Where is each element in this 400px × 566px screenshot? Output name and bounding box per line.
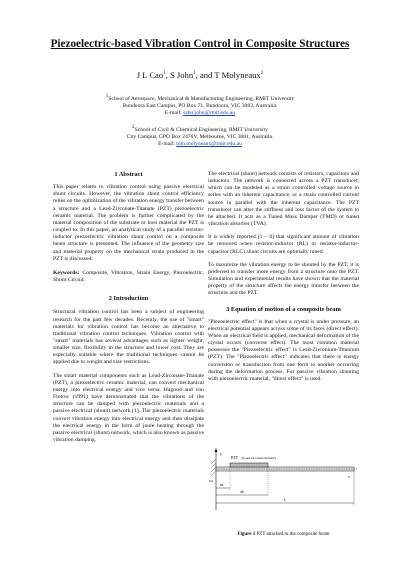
introduction-heading: 2 Introduction: [108, 295, 149, 303]
email-link[interactable]: sabu.john@rmit.edu.au: [182, 110, 236, 117]
caption-text: PZT attached to the composite beam: [255, 532, 330, 537]
affiliation-email-line: [0, 110, 400, 117]
affiliation-text: School of Civil & Chemical Engineering, RMIT University: [134, 127, 268, 133]
paper-title: Piezoelectric-based Vibration Control in Composite Structures: [50, 38, 350, 50]
author-name: T Molyneaux: [214, 70, 261, 80]
affiliation-line: City Campus, GPO Box 2476V, Melbourne, VIC 3001, Australia.: [126, 134, 274, 141]
caption-label: Figure 1: [237, 532, 256, 537]
pzt-name-label: (Lead-zirconate-titanate): [242, 456, 276, 460]
left-column: [53, 171, 204, 444]
email-link[interactable]: tom.molyneaux@rmit.edu.au: [176, 141, 242, 148]
intro-paragraph: To maximize the vibration energy to be shunted by the PZT, it is preferred to transfer more energy from a structure onto the PZT. Simulation and experimental results have shown that the material property of the structure affects the energy transfer between the structure and the PZT.: [208, 261, 359, 297]
xb-label: xb: [240, 490, 244, 494]
figure-caption: [208, 532, 359, 537]
affiliation-line: Bundoora East Campus, PO Box 71, Bundoora, VIC 3083, Australia.: [122, 103, 278, 110]
affiliation-1: [0, 96, 400, 118]
author-list: [0, 70, 400, 80]
keywords: [53, 270, 204, 284]
section3-text: "Piezoelectric effect" is that when a crystal is under pressure, an electrical potential appears across some of its faces (direct effect). When an electrical field is applied, mechanical deformation of the crystal occurs (converse effect). The most common material possesses the "Piezoelectric effect" is Lead-Zirconium-Titanium (PZT). The "Piezoelectric effect" indicates that there is energy conversion or transduction from one form to another occurring during the deformation process. For passive vibration shunting with piezoelectric material, "direct effect" is used.: [208, 318, 359, 382]
intro-paragraph: The smart material components such as Lead-Zirconate-Titanate (PZT), a piezoelectric ceramic material, can convert mechanical energy into electrical energy and vice versa. Hagood and von Flotow (1991) have demonstrated that the vibrations of the structure can be damped with piezoelectric materials and a passive electrical (shunt) network [1]. The piezoelectric materials convert vibration energy into electrical energy and then dissipate the electrical energy in the form of joule heating through the passive electrical (shunt) network, which is also known as passive vibration damping.: [53, 372, 204, 443]
author-affil-sup: 1: [163, 71, 166, 77]
author-name: J L Cao: [136, 70, 164, 80]
y-label: y: [220, 451, 222, 456]
section3-heading: 3 Equation of motion of a composite beam: [226, 305, 341, 313]
affiliation-line: [0, 96, 400, 103]
intro-paragraph: It is widely reported [1 – 6] that significant amount of vibration be removed when resistor-inductor (RL) or resistor-inductor-capacitor (RLC) shunt circuits are optimally tuned.: [208, 234, 359, 255]
author-affil-sup: 1: [193, 71, 196, 77]
author-name: S John: [169, 70, 194, 80]
author-affil-sup: 2: [260, 71, 264, 77]
intro-paragraph: The electrical (shunt) network consists of resistors, capacitors and inductors. The network is connected across a PZT transducer, which can be modeled as a strain controlled voltage source in series with an inherent capacitance, or a strain controlled current source in parallel with the inherent capacitance. The PZT transducer can alter the stiffness and loss factor of the system to be attached. It acts as a Tuned Mass Damper (TMD) or tuned vibration absorber (TVA).: [208, 171, 359, 228]
xa-label: xa: [220, 483, 224, 487]
pzt-patch: [230, 463, 268, 467]
affiliation-sup: 2: [132, 125, 135, 131]
keywords-text: Composite, Vibration, Strain Energy, Piezoelectric, Shunt Circuit.: [53, 269, 204, 284]
author-separator: , and: [195, 70, 215, 80]
abstract-heading: 1 Abstract: [114, 171, 143, 178]
email-label: E-mail:: [164, 110, 183, 117]
affiliation-text: School of Aerospace, Mechanical & Manufacturing Engineering, RMIT University: [108, 96, 295, 102]
affiliation-email-line: [0, 141, 400, 148]
affiliation-line: [0, 127, 400, 134]
right-column: [208, 171, 359, 383]
author-separator: ,: [165, 70, 170, 80]
y-axis-arrow: [215, 448, 218, 452]
intro-paragraph: Structural vibration control has been a subject of engineering research for the past few decades. Recently, the use of "smart" materials for vibration control has become an alternative to traditional vibration control techniques. Vibration control with "smart" materials has several advantages such as lighter weight, smaller size, flexibility in the structure and lower cost. They are especially suitable where the traditional techniques cannot be applied due to weight and size restrictions.: [53, 309, 204, 366]
email-label: E-mail:: [158, 141, 177, 148]
affiliation-2: [0, 127, 400, 149]
affiliation-sup: 1: [105, 94, 109, 100]
origin-label: 0,0: [209, 479, 214, 483]
keywords-label: Keywords:: [53, 269, 80, 276]
abstract-text: This paper relates to vibration control using passive electrical shunt circuits. However, the vibration shunt control efficiency relies on the optimization of the vibration energy transfer between a structure and a Lead-Zirconate-Titanate (PZT) piezoelectric ceramic material. The problem is further complicated by the material composition of the substrate or host material the PZT is coupled to. In this paper, an analytical study of a parallel resistor-inductor piezoelectric vibration shunt control on a composite beam structure is presented. The influence of the geometry size and material property on the mechanical strain produced in the PZT is discussed.: [53, 184, 204, 262]
length-label: L: [284, 498, 287, 502]
clamp-hatching: [211, 459, 216, 476]
x-label: x: [348, 474, 350, 479]
pzt-label: PZT: [231, 455, 239, 460]
figure-composite-beam: [208, 448, 359, 514]
